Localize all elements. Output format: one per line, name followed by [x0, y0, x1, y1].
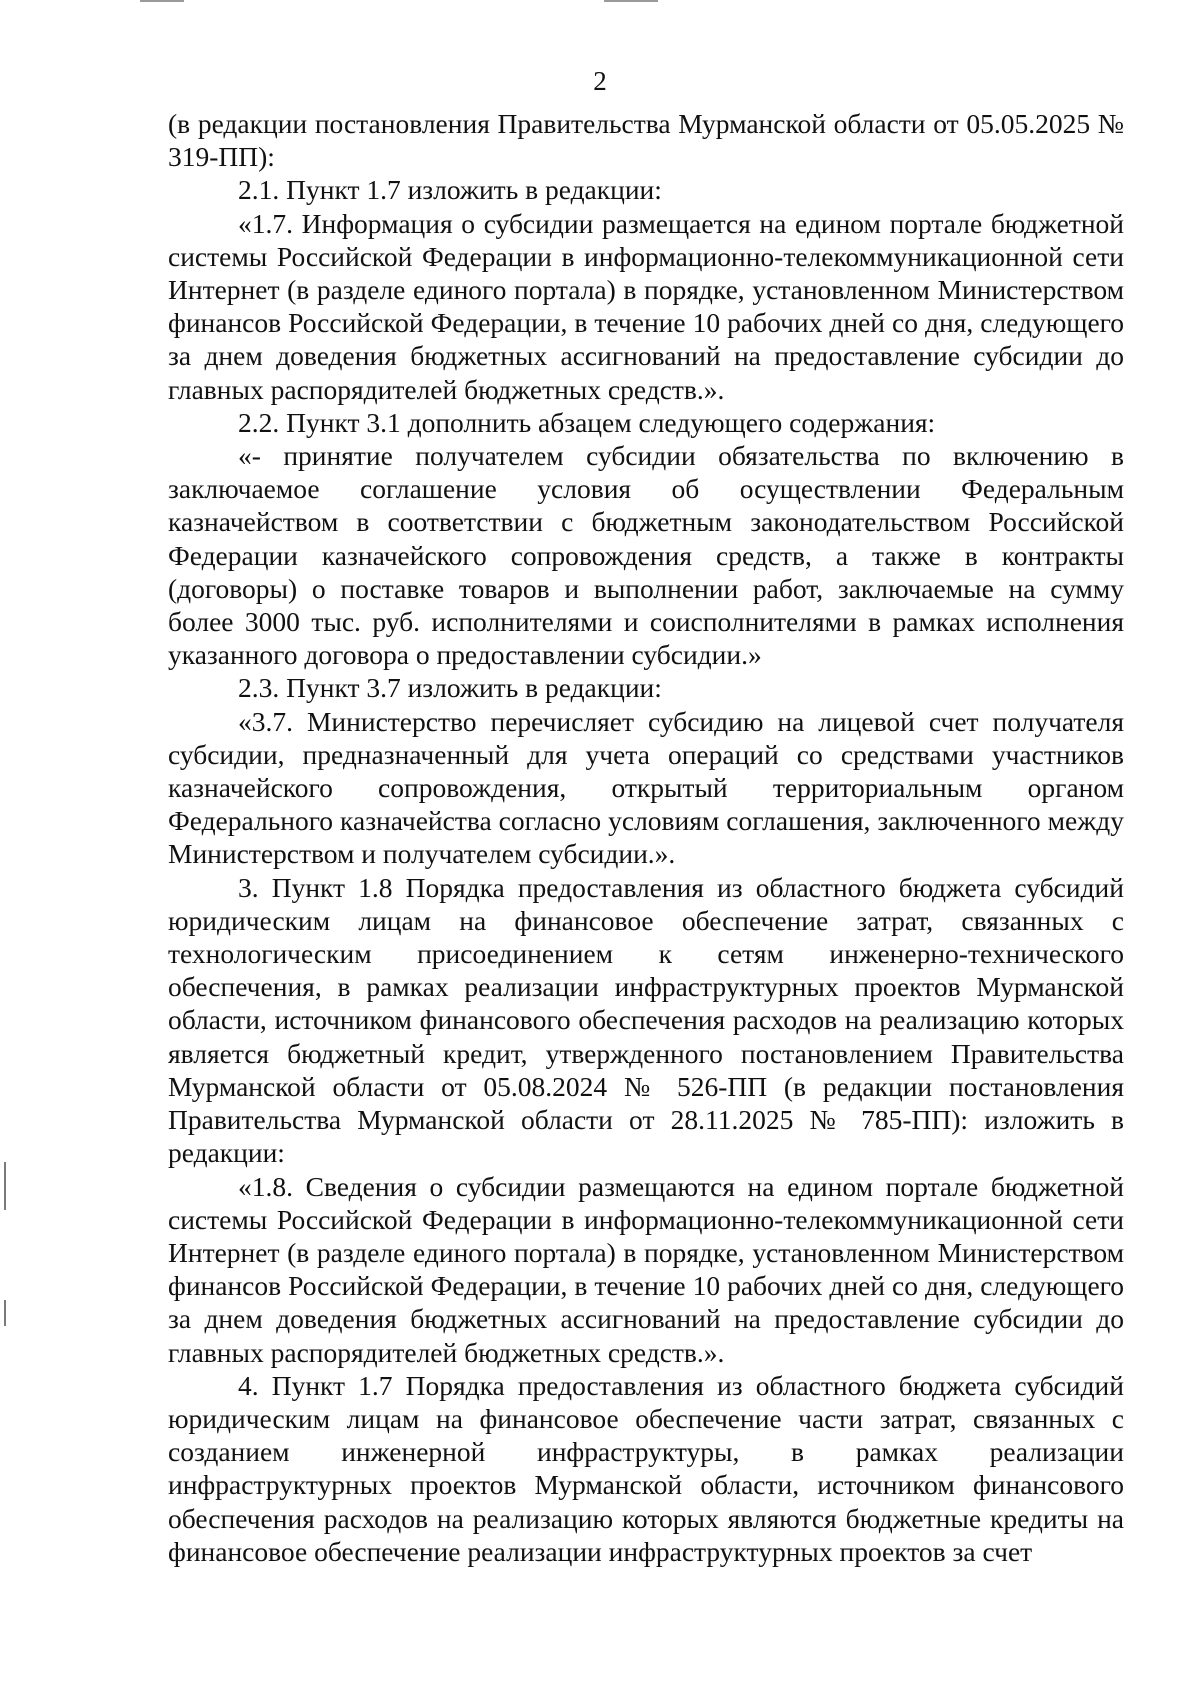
paragraph: «1.8. Сведения о субсидии размещаются на едином портале бюджетной системы Российской Федерации в информационно-телекоммуникационной сети Интернет (в разделе единого портала) в порядке, установленном Министерством финансов Российской Федерации, в течение 10 рабочих дней со дня, следующего за днем доведения бюджетных ассигнований на предоставление субсидии до главных распорядителей бюджетных средств.». [168, 1170, 1124, 1368]
paragraph: 2.3. Пункт 3.7 изложить в редакции: [238, 672, 662, 704]
scan-artifact-margin [4, 1300, 6, 1326]
paragraph: «1.7. Информация о субсидии размещается на едином портале бюджетной системы Российской Федерации в информационно-телекоммуникационной сети Интернет (в разделе единого портала) в порядке, установленном Министерством финансов Российской Федерации, в течение 10 рабочих дней со дня, следующего за днем доведения бюджетных ассигнований на предоставление субсидии до главных распорядителей бюджетных средств.». [168, 207, 1124, 405]
scan-artifact-top-left [140, 0, 184, 2]
paragraph: 2.2. Пункт 3.1 дополнить абзацем следующего содержания: [238, 406, 936, 438]
paragraph: (в редакции постановления Правительства Мурманской области от 05.05.2025 № 319-ПП): [168, 108, 1124, 173]
paragraph: «- принятие получателем субсидии обязательства по включению в заключаемое соглашение условия об осуществлении Федеральным казначейством в соответствии с бюджетным законодательством Российской Федерации казначейского сопровождения средств, а также в контракты (договоры) о поставке товаров и выполнении работ, заключаемые на сумму более 3000 тыс. руб. исполнителями и соисполнителями в рамках исполнения указанного договора о предоставлении субсидии.» [168, 440, 1124, 671]
document-body [168, 107, 1124, 1568]
paragraph: 3. Пункт 1.8 Порядка предоставления из областного бюджета субсидий юридическим лицам на финансовое обеспечение затрат, связанных с технологическим присоединением к сетям инженерно-технического обеспечения, в рамках реализации инфраструктурных проектов Мурманской области, источником финансового обеспечения расходов на реализацию которых является бюджетный кредит, утвержденного постановлением Правительства Мурманской области от 05.08.2024 № 526-ПП (в редакции постановления Правительства Мурманской области от 28.11.2025 № 785-ПП): изложить в редакции: [168, 871, 1124, 1169]
scan-artifact-top-right [604, 0, 658, 2]
paragraph: «3.7. Министерство перечисляет субсидию на лицевой счет получателя субсидии, предназначенный для учета операций со средствами участников казначейского сопровождения, открытый территориальным органом Федерального казначейства согласно условиям соглашения, заключенного между Министерством и получателем субсидии.». [168, 705, 1124, 870]
scan-artifact-margin [4, 1162, 6, 1210]
paragraph: 4. Пункт 1.7 Порядка предоставления из областного бюджета субсидий юридическим лицам на финансовое обеспечение части затрат, связанных с созданием инженерной инфраструктуры, в рамках реализации инфраструктурных проектов Мурманской области, источником финансового обеспечения расходов на реализацию которых являются бюджетные кредиты на финансовое обеспечение реализации инфраструктурных проектов за счет [168, 1369, 1124, 1567]
page-number: 2 [593, 66, 607, 96]
paragraph: 2.1. Пункт 1.7 изложить в редакции: [238, 174, 662, 206]
